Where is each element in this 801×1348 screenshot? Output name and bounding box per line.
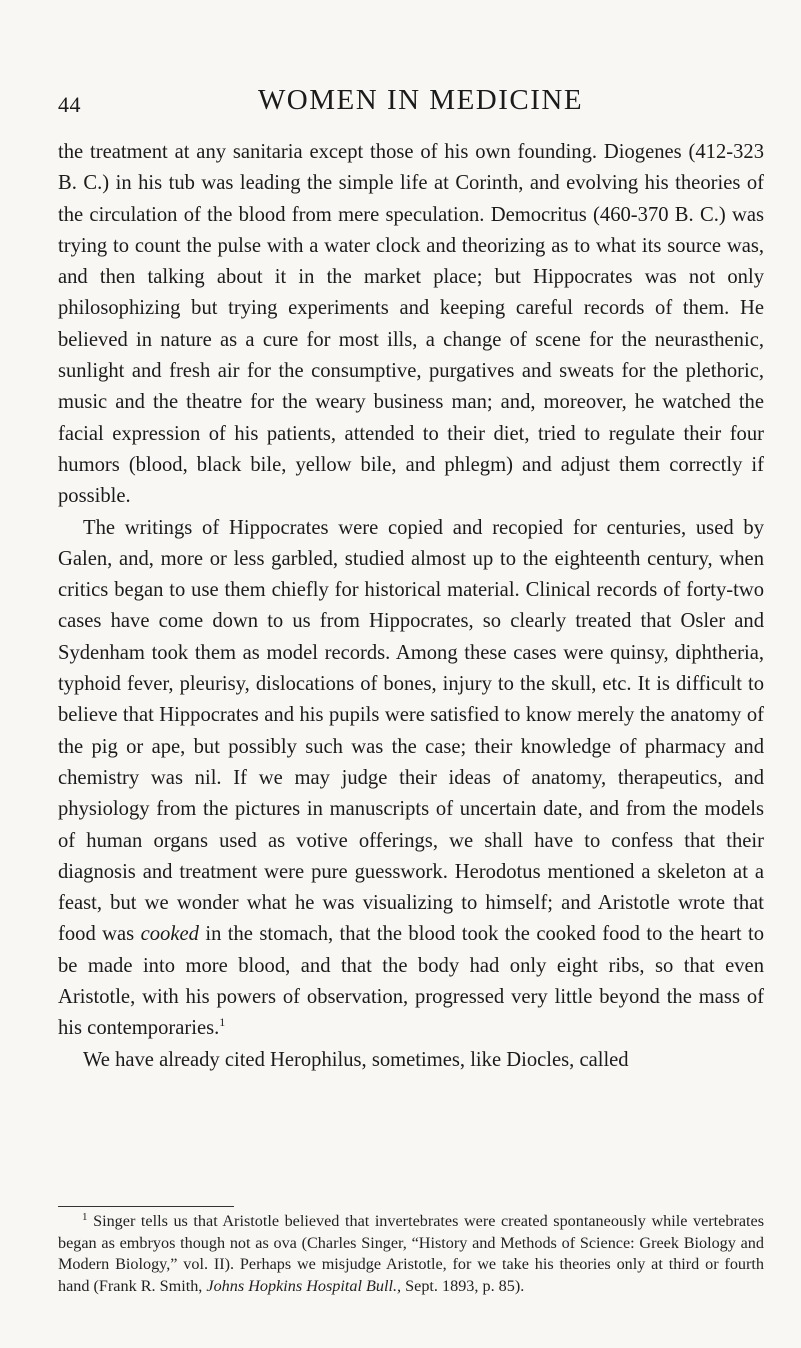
footnote: [58, 1211, 764, 1297]
running-title: WOMEN IN MEDICINE: [257, 84, 584, 116]
footnote-text: Singer tells us that Aristotle believed that invertebrates were created spontaneously while vertebrates began as embryos though not as ova (Charles Singer, “History and Methods of Science: Greek Biology and Modern Biology,” vol. II). Perhaps we misjudge Aristotle, for we take his theories only at third or fourth hand (Frank R. Smith,: [58, 1212, 764, 1295]
footnote-text-end: Sept. 1893, p. 85).: [405, 1276, 525, 1295]
paragraph-herophilus: We have already cited Herophilus, sometimes, like Diocles, called: [83, 1048, 629, 1071]
footnote-journal-title: Johns Hopkins Hospital Bull.,: [206, 1276, 402, 1295]
paragraph-continued: the treatment at any sanitaria except those of his own founding. Diogenes (412-323 B. C.) in his tub was leading the simple life at Corinth, and evolving his theories of the circulation of the blood from mere speculation. Democritus (460-370 B. C.) was trying to count the pulse with a water clock and theorizing as to what its source was, and then talking about it in the market place; but Hippocrates was not only philosophizing but trying experiments and keeping careful records of them. He believed in nature as a cure for most ills, a change of scene for the neurasthenic, sunlight and fresh air for the consumptive, purgatives and sweats for the plethoric, music and the theatre for the weary business man; and, moreover, he watched the facial expression of his patients, attended to their diet, tried to regulate their four humors (blood, black bile, yellow bile, and phlegm) and adjust them correctly if possible.: [58, 141, 764, 508]
footnote-mark: 1: [82, 1211, 88, 1223]
paragraph-text: The writings of Hippocrates were copied and recopied for centuries, used by Galen, and, more or less garbled, studied almost up to the eighteenth century, when critics began to use them chiefly for historical material. Clinical records of forty-two cases have come down to us from Hippocrates, so clearly treated that Osler and Sydenham took them as model records. Among these cases were quinsy, diphtheria, typhoid fever, pleurisy, dislocations of bones, injury to the skull, etc. It is difficult to believe that Hippocrates and his pupils were satisfied to know merely the anatomy of the pig or ape, but possibly such was the case; their knowledge of pharmacy and chemistry was nil. If we may judge their ideas of anatomy, therapeutics, and physiology from the pictures in manuscripts of uncertain date, and from the models of human organs used as votive offerings, we shall have to confess that their diagnosis and treatment were pure guesswork. Herodotus mentioned a skeleton at a feast, but we wonder what he was visualizing to himself; and Aristotle wrote that food was: [58, 516, 764, 946]
footnote-divider: [58, 1206, 234, 1207]
main-text: [58, 137, 764, 1076]
paragraph-text: in the stomach, that the blood took the cooked food to the heart to be made into more blood, and that the body had only eight ribs, so that even Aristotle, with his powers of observation, progressed very little beyond the mass of his contemporaries.: [58, 923, 764, 1040]
page-number: 44: [58, 92, 81, 117]
paragraph-hippocrates-writings: [58, 513, 764, 1045]
footnote-reference[interactable]: 1: [219, 1015, 226, 1030]
emphasis-cooked: cooked: [140, 923, 199, 946]
